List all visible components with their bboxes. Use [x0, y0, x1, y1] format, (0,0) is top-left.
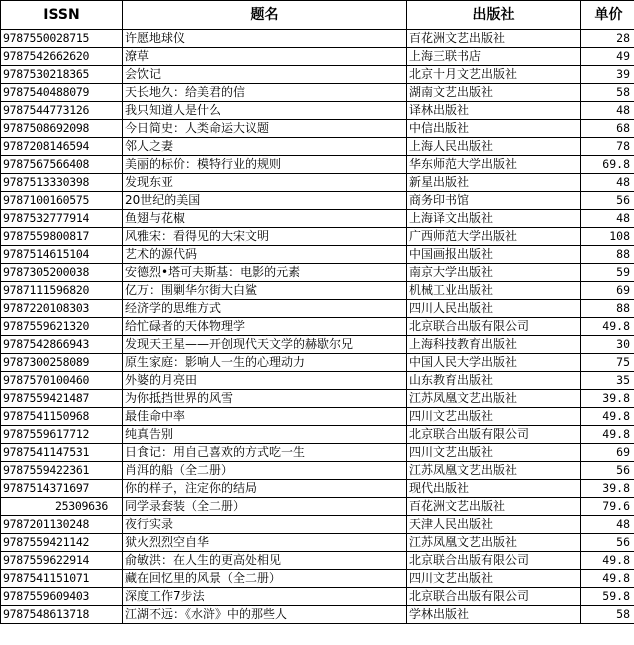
table-row — [1, 282, 634, 300]
title-cell[interactable]: 狱火烈烈空自华 — [123, 534, 407, 552]
table-row — [1, 588, 634, 606]
issn-cell[interactable]: 9787300258089 — [1, 354, 123, 372]
issn-cell[interactable]: 25309636 — [1, 498, 123, 516]
table-row — [1, 570, 634, 588]
table-row — [1, 120, 634, 138]
title-cell[interactable]: 纯真告别 — [123, 426, 407, 444]
table-row — [1, 390, 634, 408]
title-cell[interactable]: 今日简史：人类命运大议题 — [123, 120, 407, 138]
publisher-cell[interactable]: 山东教育出版社 — [407, 372, 581, 390]
price-cell[interactable]: 48 — [581, 102, 634, 120]
publisher-cell[interactable]: 学林出版社 — [407, 606, 581, 624]
issn-cell[interactable]: 9787559617712 — [1, 426, 123, 444]
title-cell[interactable]: 你的样子，注定你的结局 — [123, 480, 407, 498]
issn-cell[interactable]: 9787514371697 — [1, 480, 123, 498]
publisher-cell[interactable]: 百花洲文艺出版社 — [407, 498, 581, 516]
table-row — [1, 192, 634, 210]
title-cell[interactable]: 日食记：用自己喜欢的方式吃一生 — [123, 444, 407, 462]
price-cell[interactable]: 75 — [581, 354, 634, 372]
title-cell[interactable]: 经济学的思维方式 — [123, 300, 407, 318]
table-row — [1, 66, 634, 84]
publisher-cell[interactable]: 上海人民出版社 — [407, 138, 581, 156]
publisher-cell[interactable]: 中信出版社 — [407, 120, 581, 138]
table-row — [1, 498, 634, 516]
publisher-cell[interactable]: 北京十月文艺出版社 — [407, 66, 581, 84]
publisher-cell[interactable]: 四川文艺出版社 — [407, 570, 581, 588]
price-cell[interactable]: 49.8 — [581, 570, 634, 588]
issn-cell[interactable]: 9787559421142 — [1, 534, 123, 552]
issn-cell[interactable]: 9787530218365 — [1, 66, 123, 84]
title-cell[interactable]: 亿万：围剿华尔街大白鲨 — [123, 282, 407, 300]
table-row — [1, 516, 634, 534]
header-publisher[interactable]: 出版社 — [407, 1, 581, 30]
price-cell[interactable]: 78 — [581, 138, 634, 156]
issn-cell[interactable]: 9787559609403 — [1, 588, 123, 606]
table-row — [1, 138, 634, 156]
table-row — [1, 336, 634, 354]
table-row — [1, 228, 634, 246]
title-cell[interactable]: 许愿地球仪 — [123, 30, 407, 48]
title-cell[interactable]: 藏在回忆里的风景（全二册） — [123, 570, 407, 588]
price-cell[interactable]: 79.6 — [581, 498, 634, 516]
title-cell[interactable]: 美丽的标价：模特行业的规则 — [123, 156, 407, 174]
issn-cell[interactable]: 9787544773126 — [1, 102, 123, 120]
publisher-cell[interactable]: 上海科技教育出版社 — [407, 336, 581, 354]
price-cell[interactable]: 48 — [581, 174, 634, 192]
publisher-cell[interactable]: 译林出版社 — [407, 102, 581, 120]
publisher-cell[interactable]: 上海三联书店 — [407, 48, 581, 66]
publisher-cell[interactable]: 江苏凤凰文艺出版社 — [407, 462, 581, 480]
publisher-cell[interactable]: 上海译文出版社 — [407, 210, 581, 228]
publisher-cell[interactable]: 江苏凤凰文艺出版社 — [407, 534, 581, 552]
issn-cell[interactable]: 9787514615104 — [1, 246, 123, 264]
table-row — [1, 426, 634, 444]
price-cell[interactable]: 68 — [581, 120, 634, 138]
title-cell[interactable]: 20世纪的美国 — [123, 192, 407, 210]
price-cell[interactable]: 88 — [581, 300, 634, 318]
price-cell[interactable]: 49.8 — [581, 426, 634, 444]
title-cell[interactable]: 俞敏洪：在人生的更高处相见 — [123, 552, 407, 570]
price-cell[interactable]: 35 — [581, 372, 634, 390]
table-row — [1, 84, 634, 102]
publisher-cell[interactable]: 北京联合出版有限公司 — [407, 588, 581, 606]
price-cell[interactable]: 49.8 — [581, 408, 634, 426]
issn-cell[interactable]: 9787208146594 — [1, 138, 123, 156]
title-cell[interactable]: 发现东亚 — [123, 174, 407, 192]
title-cell[interactable]: 给忙碌者的天体物理学 — [123, 318, 407, 336]
publisher-cell[interactable]: 四川文艺出版社 — [407, 444, 581, 462]
price-cell[interactable]: 59.8 — [581, 588, 634, 606]
table-row — [1, 30, 634, 48]
publisher-cell[interactable]: 南京大学出版社 — [407, 264, 581, 282]
table-row — [1, 534, 634, 552]
price-cell[interactable]: 56 — [581, 534, 634, 552]
issn-cell[interactable]: 9787559622914 — [1, 552, 123, 570]
price-cell[interactable]: 88 — [581, 246, 634, 264]
title-cell[interactable]: 邻人之妻 — [123, 138, 407, 156]
price-cell[interactable]: 108 — [581, 228, 634, 246]
price-cell[interactable]: 56 — [581, 462, 634, 480]
price-cell[interactable]: 48 — [581, 516, 634, 534]
issn-cell[interactable]: 9787559621320 — [1, 318, 123, 336]
title-cell[interactable]: 深度工作7步法 — [123, 588, 407, 606]
price-cell[interactable]: 48 — [581, 210, 634, 228]
issn-cell[interactable]: 9787508692098 — [1, 120, 123, 138]
publisher-cell[interactable]: 四川人民出版社 — [407, 300, 581, 318]
title-cell[interactable]: 鱼翅与花椒 — [123, 210, 407, 228]
title-cell[interactable]: 安德烈•塔可夫斯基：电影的元素 — [123, 264, 407, 282]
issn-cell[interactable]: 9787540488079 — [1, 84, 123, 102]
table-row — [1, 354, 634, 372]
table-row — [1, 318, 634, 336]
price-cell[interactable]: 28 — [581, 30, 634, 48]
title-cell[interactable]: 会饮记 — [123, 66, 407, 84]
publisher-cell[interactable]: 湖南文艺出版社 — [407, 84, 581, 102]
title-cell[interactable]: 原生家庭：影响人一生的心理动力 — [123, 354, 407, 372]
table-row — [1, 246, 634, 264]
publisher-cell[interactable]: 江苏凤凰文艺出版社 — [407, 390, 581, 408]
issn-cell[interactable]: 9787559421487 — [1, 390, 123, 408]
issn-cell[interactable]: 9787548613718 — [1, 606, 123, 624]
issn-cell[interactable]: 9787559800817 — [1, 228, 123, 246]
issn-cell[interactable]: 9787111596820 — [1, 282, 123, 300]
issn-cell[interactable]: 9787201130248 — [1, 516, 123, 534]
title-cell[interactable]: 天长地久：给美君的信 — [123, 84, 407, 102]
table-row — [1, 444, 634, 462]
issn-cell[interactable]: 9787559422361 — [1, 462, 123, 480]
price-cell[interactable]: 39 — [581, 66, 634, 84]
title-cell[interactable]: 同学录套装（全二册） — [123, 498, 407, 516]
publisher-cell[interactable]: 广西师范大学出版社 — [407, 228, 581, 246]
price-cell[interactable]: 39.8 — [581, 390, 634, 408]
issn-cell[interactable]: 9787532777914 — [1, 210, 123, 228]
header-price[interactable]: 单价 — [581, 1, 634, 30]
table-row — [1, 552, 634, 570]
publisher-cell[interactable]: 中国画报出版社 — [407, 246, 581, 264]
title-cell[interactable]: 风雅宋：看得见的大宋文明 — [123, 228, 407, 246]
price-cell[interactable]: 69 — [581, 444, 634, 462]
publisher-cell[interactable]: 北京联合出版有限公司 — [407, 552, 581, 570]
publisher-cell[interactable]: 北京联合出版有限公司 — [407, 426, 581, 444]
price-cell[interactable]: 58 — [581, 606, 634, 624]
title-cell[interactable]: 为你抵挡世界的风雪 — [123, 390, 407, 408]
table-row — [1, 156, 634, 174]
title-cell[interactable]: 最佳命中率 — [123, 408, 407, 426]
price-cell[interactable]: 69 — [581, 282, 634, 300]
issn-cell[interactable]: 9787550028715 — [1, 30, 123, 48]
price-cell[interactable]: 58 — [581, 84, 634, 102]
title-cell[interactable]: 外婆的月亮田 — [123, 372, 407, 390]
publisher-cell[interactable]: 天津人民出版社 — [407, 516, 581, 534]
table-row — [1, 174, 634, 192]
table-row — [1, 102, 634, 120]
publisher-cell[interactable]: 新星出版社 — [407, 174, 581, 192]
table-row — [1, 408, 634, 426]
price-cell[interactable]: 30 — [581, 336, 634, 354]
publisher-cell[interactable]: 百花洲文艺出版社 — [407, 30, 581, 48]
title-cell[interactable]: 艺术的源代码 — [123, 246, 407, 264]
table-row — [1, 480, 634, 498]
publisher-cell[interactable]: 四川文艺出版社 — [407, 408, 581, 426]
issn-cell[interactable]: 9787542866943 — [1, 336, 123, 354]
table-row — [1, 264, 634, 282]
issn-cell[interactable]: 9787513330398 — [1, 174, 123, 192]
price-cell[interactable]: 69.8 — [581, 156, 634, 174]
issn-cell[interactable]: 9787541151071 — [1, 570, 123, 588]
issn-cell[interactable]: 9787570100460 — [1, 372, 123, 390]
price-cell[interactable]: 49 — [581, 48, 634, 66]
header-issn[interactable]: ISSN — [1, 1, 123, 30]
title-cell[interactable]: 夜行实录 — [123, 516, 407, 534]
issn-cell[interactable]: 9787220108303 — [1, 300, 123, 318]
header-row — [1, 1, 634, 30]
title-cell[interactable]: 肖洱的船（全二册） — [123, 462, 407, 480]
issn-cell[interactable]: 9787541147531 — [1, 444, 123, 462]
issn-cell[interactable]: 9787305200038 — [1, 264, 123, 282]
title-cell[interactable]: 我只知道人是什么 — [123, 102, 407, 120]
price-cell[interactable]: 49.8 — [581, 318, 634, 336]
title-cell[interactable]: 发现天王星——开创现代天文学的赫歇尔兄 — [123, 336, 407, 354]
price-cell[interactable]: 39.8 — [581, 480, 634, 498]
title-cell[interactable]: 潦草 — [123, 48, 407, 66]
publisher-cell[interactable]: 华东师范大学出版社 — [407, 156, 581, 174]
issn-cell[interactable]: 9787100160575 — [1, 192, 123, 210]
issn-cell[interactable]: 9787541150968 — [1, 408, 123, 426]
table-row — [1, 462, 634, 480]
title-cell[interactable]: 江湖不远：《水浒》中的那些人 — [123, 606, 407, 624]
table-row — [1, 48, 634, 66]
table-row — [1, 210, 634, 228]
price-cell[interactable]: 49.8 — [581, 552, 634, 570]
header-title[interactable]: 题名 — [123, 1, 407, 30]
publisher-cell[interactable]: 现代出版社 — [407, 480, 581, 498]
table-row — [1, 606, 634, 624]
issn-cell[interactable]: 9787542662620 — [1, 48, 123, 66]
table-row — [1, 372, 634, 390]
publisher-cell[interactable]: 机械工业出版社 — [407, 282, 581, 300]
publisher-cell[interactable]: 北京联合出版有限公司 — [407, 318, 581, 336]
publisher-cell[interactable]: 中国人民大学出版社 — [407, 354, 581, 372]
price-cell[interactable]: 56 — [581, 192, 634, 210]
issn-cell[interactable]: 9787567566408 — [1, 156, 123, 174]
price-cell[interactable]: 59 — [581, 264, 634, 282]
publisher-cell[interactable]: 商务印书馆 — [407, 192, 581, 210]
table-row — [1, 300, 634, 318]
